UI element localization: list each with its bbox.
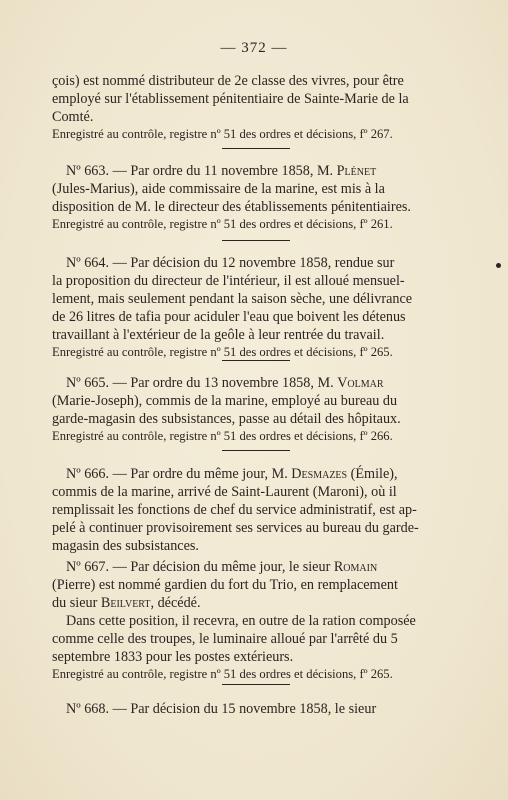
entry-665 [52, 374, 444, 444]
person-name: Volmar [337, 375, 384, 391]
entry-663 [52, 162, 444, 232]
text-line: employé sur l'établissement pénitentiaire de Sainte-Marie de la [52, 91, 409, 107]
text-line [52, 465, 444, 483]
text-line: comme celle des troupes, le luminaire alloué par l'arrêté du 5 [52, 631, 398, 647]
person-name: Beilvert [100, 595, 151, 611]
entry-number: Nº 664. [66, 255, 110, 271]
text-segment: — Par ordre du 11 novembre 1858, M. [109, 163, 337, 179]
section-divider [222, 148, 290, 149]
text-line [52, 594, 444, 612]
entry-number: Nº 665. [66, 375, 110, 391]
entry-668 [52, 700, 444, 718]
registration-note: Enregistré au contrôle, registre nº 51 des ordres et décisions, fº 265. [52, 667, 393, 681]
text-line: lement, mais seulement pendant la saison sèche, une délivrance [52, 291, 413, 307]
text-line: (Pierre) est nommé gardien du fort du Trio, en remplacement [52, 577, 398, 593]
text-line: pelé à continuer provisoirement ses services au bureau du garde- [52, 520, 419, 536]
entry-number: Nº 666. [66, 466, 110, 482]
entry-664 [52, 254, 444, 360]
text-line [52, 254, 444, 272]
text-line [52, 700, 444, 718]
text-segment: — Par décision du 12 novembre 1858, rendue sur [109, 255, 395, 271]
person-name: Romain [333, 559, 378, 575]
text-line: çois) est nommé distributeur de 2e classe des vivres, pour être [52, 73, 404, 89]
entry-number: Nº 663. [66, 163, 110, 179]
person-name: Desmazes [291, 466, 348, 482]
page-number: — 372 — [220, 40, 288, 56]
text-line: (Jules-Marius), aide commissaire de la marine, est mis à la [52, 181, 385, 197]
text-segment: — Par décision du 15 novembre 1858, le sieur [109, 701, 377, 717]
text-line: disposition de M. le directeur des établissements pénitentiaires. [52, 199, 411, 215]
text-line: de 26 litres de tafia pour aciduler l'eau que boivent les détenus [52, 309, 406, 325]
text-line: garde-magasin des subsistances, passe au détail des hôpitaux. [52, 411, 401, 427]
text-segment: — Par ordre du même jour, M. [109, 466, 292, 482]
text-line [52, 558, 444, 576]
text-line: (Marie-Joseph), commis de la marine, employé au bureau du [52, 393, 398, 409]
text-line: Dans cette position, il recevra, en outre de la ration composée [66, 613, 416, 629]
ink-spot [496, 263, 501, 268]
text-line [52, 374, 444, 392]
entry-continuation [52, 72, 444, 142]
text-segment: — Par décision du même jour, le sieur [109, 559, 334, 575]
entry-number: Nº 668. [66, 701, 110, 717]
entry-number: Nº 667. [66, 559, 110, 575]
text-line: commis de la marine, arrivé de Saint-Laurent (Maroni), où il [52, 484, 397, 500]
text-line [52, 162, 444, 180]
person-name: Plénet [336, 163, 377, 179]
text-line: travaillant à l'extérieur de la geôle à leur rentrée du travail. [52, 327, 385, 343]
text-line: magasin des subsistances. [52, 538, 199, 554]
text-line: remplissait les fonctions de chef du service administratif, est ap- [52, 502, 417, 518]
registration-note: Enregistré au contrôle, registre nº 51 des ordres et décisions, fº 265. [52, 345, 393, 359]
section-divider [222, 684, 290, 685]
registration-note: Enregistré au contrôle, registre nº 51 des ordres et décisions, fº 261. [52, 217, 393, 231]
entry-667 [52, 558, 444, 682]
text-segment: — Par ordre du 13 novembre 1858, M. [109, 375, 338, 391]
text-line: septembre 1833 pour les postes extérieurs. [52, 649, 294, 665]
text-line: la proposition du directeur de l'intérieur, il est alloué mensuel- [52, 273, 405, 289]
text-segment: (Émile), [347, 466, 398, 482]
entry-666 [52, 465, 444, 555]
text-line: Comté. [52, 109, 94, 125]
registration-note: Enregistré au contrôle, registre nº 51 des ordres et décisions, fº 266. [52, 429, 393, 443]
text-segment: du sieur [52, 595, 101, 611]
section-divider [222, 360, 290, 361]
text-segment: , décédé. [150, 595, 201, 611]
registration-note: Enregistré au contrôle, registre nº 51 des ordres et décisions, fº 267. [52, 127, 393, 141]
section-divider [222, 240, 290, 241]
section-divider [222, 450, 290, 451]
